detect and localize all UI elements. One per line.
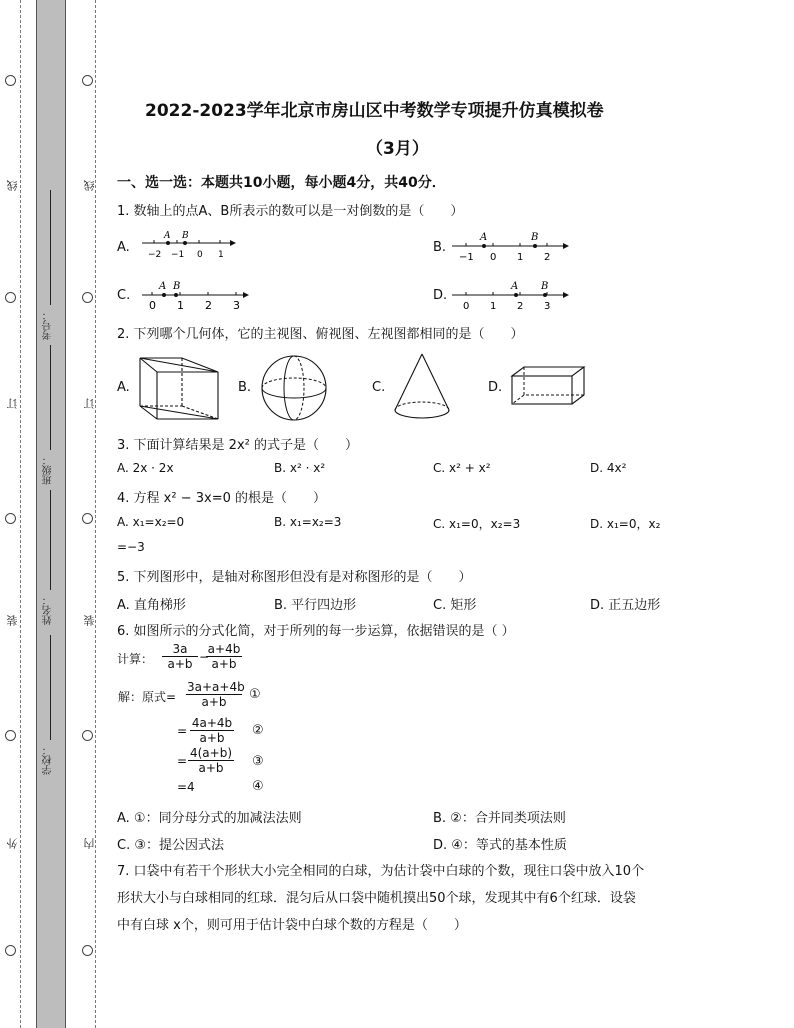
q6-step-4-mark: ④ [252,779,264,794]
q6-step-3-mark: ③ [252,754,264,769]
q6-step-1-fraction: $\frac{3a+a+4b}{a+b}$ [187,680,245,709]
q1d-tick-label: 0 [463,301,470,310]
exam-number-label: 考号： [43,310,54,340]
q6-step-2-equals: = [177,724,188,738]
q5-option-a: A. 直角梯形 [117,598,186,613]
q1a-tick-label: −2 [148,250,162,260]
section-heading: 一、选一选：本题共10小题，每小题4分，共40分． [117,175,446,191]
binding-hole [5,75,16,86]
inner-seal-char: 订 [83,398,96,409]
q1c-tick-label: 1 [177,299,184,310]
q6-fraction-2: $\frac{a+4b}{a+b}$ [207,642,241,671]
q6-fraction-1: $\frac{3a}{a+b}$ [162,642,198,671]
q1d-point-a: A [511,281,519,292]
q2-option-b-label: B. [238,380,252,395]
q4-option-d-wrap: =−3 [117,540,145,554]
q1c-point-a: A [159,281,167,292]
outer-seal-char: 外 [6,838,19,849]
inner-seal-char: 内 [83,838,96,849]
q6-step-2-mark: ② [252,723,264,738]
school-label: 学校： [43,745,54,775]
q3-option-a: A. 2x · 2x [117,461,174,475]
binding-hole [5,513,16,524]
q6-step-3-equals: = [177,754,188,768]
name-field[interactable] [50,490,51,590]
q1-option-b-label: B. [433,240,447,255]
sphere-figure [258,352,330,424]
q6-solution-label: 解：原式= [118,690,177,704]
q1-option-d-label: D. [433,288,448,303]
q1b-tick-label: 1 [517,252,524,262]
binding-hole [82,292,93,303]
q2-option-a-label: A. [117,380,130,395]
inner-seal-char: 线 [83,180,96,191]
binding-hole [82,730,93,741]
class-field[interactable] [50,345,51,450]
q2-option-c-label: C. [372,380,386,395]
q6-minus-sign: − [199,650,210,664]
q6-option-d: D. ④：等式的基本性质 [433,838,567,853]
inner-cut-line [95,0,96,1028]
q1a-point-a: A [164,231,171,241]
q5-stem: 5. 下列图形中，是轴对称图形但没有是对称图形的是（ ） [117,570,472,585]
q6-step-4: =4 [177,780,195,794]
q1d-tick-label: 1 [490,301,497,310]
q2-stem: 2. 下列哪个几何体，它的主视图、俯视图、左视图都相同的是（ ） [117,327,524,342]
q1c-tick-label: 3 [233,299,240,310]
q5-option-d: D. 正五边形 [590,598,661,613]
q1d-tick-label: 3 [544,301,551,310]
q1-number-line-c [140,276,255,310]
q1a-tick-label: 1 [218,250,224,260]
exam-number-field[interactable] [50,190,51,305]
triangular-prism-figure [135,352,225,424]
q1c-point-b: B [173,281,181,292]
q6-stem: 6. 如图所示的分式化简，对于所列的每一步运算，依据错误的是（ ） [117,624,515,639]
q6-step-1-mark: ① [249,687,261,702]
q6-step-3-fraction: $\frac{4(a+b)}{a+b}$ [189,746,233,775]
q6-step-2-fraction: $\frac{4a+4b}{a+b}$ [191,716,233,745]
q3-option-c: C. x² + x² [433,461,491,475]
q1b-tick-label: 2 [544,252,551,262]
q5-option-c: C. 矩形 [433,598,477,613]
outer-seal-char: 订 [6,398,19,409]
q6-option-a: A. ①：同分母分式的加减法法则 [117,811,302,826]
outer-seal-char: 装 [6,615,19,626]
q6-calc-label: 计算： [117,652,154,666]
q1a-point-b: B [182,231,189,241]
q1-option-a-label: A. [117,240,130,255]
binding-hole [82,75,93,86]
binding-hole [5,730,16,741]
q1b-tick-label: 0 [490,252,497,262]
q6-option-b: B. ②：合并同类项法则 [433,811,566,826]
inner-seal-char: 装 [83,615,96,626]
cone-figure [390,352,460,422]
cuboid-figure [508,364,588,408]
binding-hole [82,513,93,524]
q7-line-2: 形状大小与白球相同的红球．混匀后从口袋中随机摸出50个球，发现其中有6个红球．设袋 [117,891,636,906]
q1b-tick-label: −1 [459,252,474,262]
q3-stem: 3. 下面计算结果是 2x² 的式子是（ ） [117,438,358,453]
class-label: 班级： [43,455,54,485]
q1-option-c-label: C. [117,288,131,303]
q2-option-d-label: D. [488,380,503,395]
paper-subtitle: （3月） [366,139,429,159]
q1c-tick-label: 2 [205,299,212,310]
q1a-tick-label: −1 [171,250,185,260]
q5-option-b: B. 平行四边形 [274,598,357,613]
school-field[interactable] [50,635,51,740]
q4-option-a: A. x₁=x₂=0 [117,515,185,529]
outer-cut-line [20,0,21,1028]
q7-line-1: 7. 口袋中有若干个形状大小完全相同的白球，为估计袋中白球的个数，现往口袋中放入10个 [117,864,645,879]
q1c-tick-label: 0 [149,299,156,310]
paper-title: 2022-2023学年北京市房山区中考数学专项提升仿真模拟卷 [145,101,604,121]
outer-seal-char: 线 [6,180,19,191]
q4-stem: 4. 方程 x² − 3x=0 的根是（ ） [117,491,326,506]
q4-option-b: B. x₁=x₂=3 [274,515,342,529]
q4-option-c: C. x₁=0，x₂=3 [433,517,521,531]
binding-hole [5,292,16,303]
q3-option-d: D. 4x² [590,461,627,475]
binding-strip [36,0,66,1028]
q1a-tick-label: 0 [197,250,203,260]
q1-number-line-a [140,228,240,262]
q1d-point-b: B [541,281,549,292]
binding-hole [5,945,16,956]
q1b-point-a: A [480,232,488,243]
q1-number-line-b [450,228,575,262]
binding-hole [82,945,93,956]
q1d-tick-label: 2 [517,301,524,310]
q1-stem: 1. 数轴上的点A、B所表示的数可以是一对倒数的是（ ） [117,204,464,219]
q6-option-c: C. ③：提公因式法 [117,838,224,853]
q1-number-line-d [450,276,575,310]
q3-option-b: B. x² · x² [274,461,326,475]
q4-option-d: D. x₁=0，x₂ [590,517,661,531]
q7-line-3: 中有白球 x个，则可用于估计袋中白球个数的方程是（ ） [117,918,467,933]
q1b-point-b: B [531,232,539,243]
name-label: 姓名： [43,595,54,625]
